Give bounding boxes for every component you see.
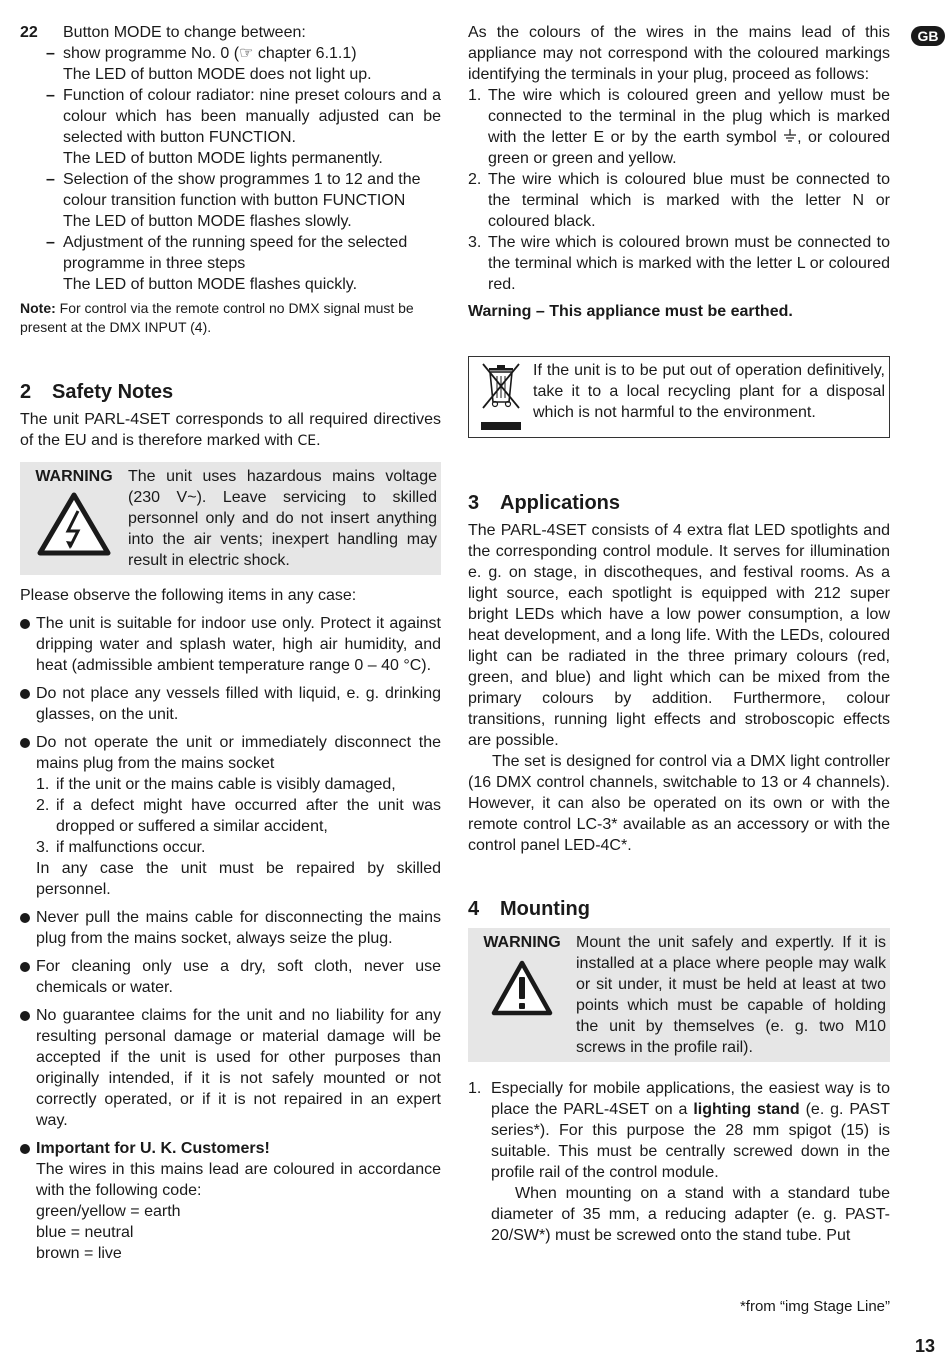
mode-option: – Adjustment of the running speed for the selected programme in three steps The LED of button MODE flashes quickly. xyxy=(46,234,408,293)
warning-box xyxy=(468,928,890,1062)
uk-title: Important for U. K. Customers! xyxy=(36,1140,270,1157)
bullet-icon xyxy=(20,1011,30,1021)
bullet-icon xyxy=(20,689,30,699)
bullet-item: The unit is suitable for indoor use only. Protect it against dripping water and splash water, high air humidity, and heat (admissible ambient temperature range 0 – 40 °C). xyxy=(20,613,441,676)
page-number: 13 xyxy=(915,1336,936,1356)
bullet-icon xyxy=(20,962,30,972)
electric-hazard-icon xyxy=(36,491,112,557)
mounting-step: 1. Especially for mobile applications, the easiest way is to place the PARL-4SET on a lighting stand (e. g. PAST series*). For this purpose the 28 mm spigot (15) is suitable. This must be centrally screwed down in the profile rail of the control module. When mounting on a stand with a standard tube diameter of 35 mm, a reducing adapter (e. g. PAST-20/SW*) must be screwed onto the stand tube. Put xyxy=(468,1080,891,1244)
lighting-stand-term: lighting stand xyxy=(693,1101,800,1118)
sub-item: 1. if the unit or the mains cable is visibly damaged, xyxy=(36,776,396,793)
warning-box xyxy=(20,462,441,575)
bullet-item: For cleaning only use a dry, soft cloth, never use chemicals or water. xyxy=(20,956,441,998)
sub-item: 3. if malfunctions occur. xyxy=(36,839,206,856)
mode-option: – Function of colour radiator: nine preset colours and a colour which has been manually adjusted can be selected with button FUNCTION. The LED of button MODE lights permanently. xyxy=(46,87,441,167)
plug-step: 3. The wire which is coloured brown must be connected to the terminal which is marked with the letter L or coloured red. xyxy=(468,234,890,293)
crossed-bin-icon xyxy=(475,360,527,434)
note xyxy=(20,299,441,337)
bullet-item: Do not operate the unit or immediately disconnect the mains plug from the mains socket 1. if the unit or the mains cable is visibly damaged, 2. if a defect might have occurred after the unit was dropped or suffered a similar accident, 3. if malfunctions occur. In any case the unit must be repaired by skilled personnel. xyxy=(20,732,441,900)
item-22 xyxy=(20,22,441,43)
caution-icon xyxy=(490,959,554,1017)
plug-step: 2. The wire which is coloured blue must be connected to the terminal which is marked with the letter N or coloured black. xyxy=(468,171,890,230)
plug-step: 1. The wire which is coloured green and yellow must be connected to the terminal in the plug which is marked with the letter E or by the earth symbol , or coloured green or green and yellow. xyxy=(468,87,891,167)
warning-text: Mount the unit safely and expertly. If it is installed at a place where people may walk or sit under, it must be held at least at two points which must be capable of holding the unit by themselves (e. g. two M10 screws in the profile rail). xyxy=(576,934,886,1056)
uk-intro: As the colours of the wires in the mains lead of this appliance may not correspond with the coloured markings identifying the terminals in your plug, proceed as follows: xyxy=(468,24,890,83)
mode-option: – show programme No. 0 (☞ chapter 6.1.1) The LED of button MODE does not light up. xyxy=(46,45,372,83)
item-title: Button MODE to change between: xyxy=(63,24,306,41)
item-number: 22 xyxy=(20,24,38,41)
recycling-box xyxy=(468,356,890,438)
section-heading-safety: 2 Safety Notes xyxy=(20,381,174,403)
bullet-item: Important for U. K. Customers! The wires in this mains lead are coloured in accordance with the following code: green/yellow = earth blue = neutral brown = live xyxy=(20,1138,441,1264)
right-column xyxy=(468,22,890,1246)
sub-item: 2. if a defect might have occurred after the unit was dropped or suffered a similar accident, xyxy=(36,797,441,835)
bullet-icon xyxy=(20,913,30,923)
applications-text: The PARL-4SET consists of 4 extra flat LED spotlights and the corresponding control module. It serves for illumination e. g. on stage, in discotheques, and festival rooms. As a light source, each spotlight is equipped with 212 super bright LEDs which have a low power consumption, a low heat development, and a long life. With the LEDs, coloured light can be radiated in the three primary colours (red, green, and blue) and light which can be mixed from the primary colours by addition. Furthermore, colour transitions, running light effects and stroboscopic effects are possible. xyxy=(468,522,890,749)
note-label: Note: xyxy=(20,300,56,316)
ce-mark: CE xyxy=(297,433,317,449)
section-heading-applications: 3 Applications xyxy=(468,492,621,514)
safety-intro: The unit PARL-4SET corresponds to all required directives of the EU and is therefore marked with CE. xyxy=(20,411,441,449)
bullet-icon xyxy=(20,738,30,748)
recycling-text: If the unit is to be put out of operation definitively, take it to a local recycling plant for a disposal which is not harmful to the environment. xyxy=(533,362,885,421)
section-heading-mounting: 4 Mounting xyxy=(468,898,590,920)
warning-label: WARNING xyxy=(483,934,561,951)
language-badge: GB xyxy=(911,26,945,46)
mode-option: – Selection of the show programmes 1 to 12 and the colour transition function with button FUNCTION The LED of button MODE flashes slowly. xyxy=(46,171,421,230)
left-column xyxy=(20,22,441,1264)
footnote: *from “img Stage Line” xyxy=(739,1298,890,1315)
applications-text-2: The set is designed for control via a DMX light controller (16 DMX control channels, switchable to 13 or 4 channels). However, it can also be operated on its own or with the remote control LC-3* available as an accessory or with the control panel LED-4C*. xyxy=(468,753,890,854)
warning-text: The unit uses hazardous mains voltage (230 V~). Leave servicing to skilled personnel only and do not insert anything into the air vents; inexpert handling may result in electric shock. xyxy=(128,468,437,569)
earthed-warning: Warning – This appliance must be earthed. xyxy=(468,303,793,320)
note-text: For control via the remote control no DMX signal must be present at the DMX INPUT (4). xyxy=(20,300,414,335)
bullet-icon xyxy=(20,619,30,629)
observe-text: Please observe the following items in any case: xyxy=(20,587,357,604)
warning-label: WARNING xyxy=(35,468,113,485)
bullet-item: Never pull the mains cable for disconnecting the mains plug from the mains socket, always seize the plug. xyxy=(20,907,441,949)
bullet-item: No guarantee claims for the unit and no liability for any resulting personal damage or material damage will be accepted if the unit is used for other purposes than originally intended, if it is not safely mounted or not correctly operated, or if it is not repaired in an expert way. xyxy=(20,1005,441,1131)
bullet-icon xyxy=(20,1144,30,1154)
earth-symbol-icon xyxy=(783,129,797,143)
bullet-item: Do not place any vessels filled with liquid, e. g. drinking glasses, on the unit. xyxy=(20,683,441,725)
repair-text: In any case the unit must be repaired by skilled personnel. xyxy=(36,860,441,898)
